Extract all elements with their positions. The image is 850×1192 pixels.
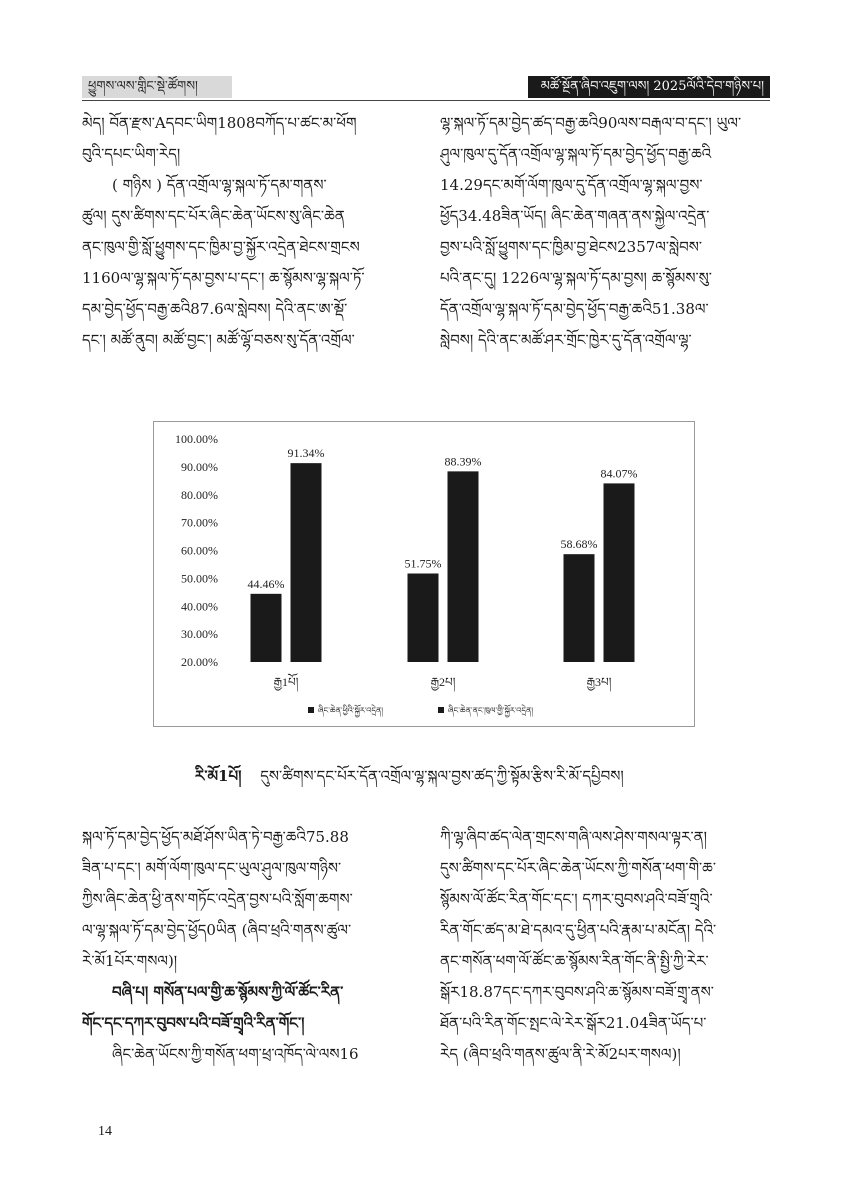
text-line: ཀི་ལྷ་ཞིབ་ཚད་ལེན་གྲངས་གཞི་ལས་ཤེས་གསལ་ལྟར་ན། <box>440 828 707 846</box>
bar-value-label: 88.39% <box>444 454 482 469</box>
text-line: སྒོར18.87དང་དཀར་བུབས་ཤའི་ཆ་སྙོམས་བཟོ་གྲྭ་ནས་ <box>440 983 714 1001</box>
text-line: ཀྱིས་ཞིང་ཆེན་ཕྱི་ནས་གཏོང་འདྲེན་བྱས་པའི་སློག་ཆགས་ <box>82 890 353 908</box>
text-line: ཚུལ། དུས་ཚིགས་དང་པོར་ཞིང་ཆེན་ཡོངས་སུ་ཞིང་ཆེན <box>82 207 345 225</box>
category-labels <box>274 673 612 692</box>
text-line: ཟིན་པ་དང་། མགོ་ལོག་ཁུལ་དང་ཡུལ་ཤུལ་ཁུལ་གཉིས་ <box>82 859 342 877</box>
text-line: རེད (ཞིབ་ཕྲའི་གནས་ཚུལ་ནི་རེ་མོ2པར་གསལ)། <box>440 1045 681 1063</box>
text-line: ལྷ་སྐལ་ཏོ་དམ་བྱེད་ཚད་བརྒྱ་ཆའི90ལས་བརྒལ་བ་དང་། ཡུལ་ <box>440 114 742 132</box>
text-line: དོན་འགྲོལ་ལྷ་སྐལ་ཏོ་དམ་བྱེད་ཕྱོད་བརྒྱ་ཆའི51.38ལ་ <box>440 300 709 318</box>
y-tick-label: 80.00% <box>181 487 218 502</box>
text-line: རིན་གོང་ཚད་མ་ཐེ་དམའ་དུ་ཕྱིན་པའི་རྣམ་པ་མངོན། དེའི་ <box>440 921 717 939</box>
text-line: རེ་མོ1པོར་གསལ)། <box>82 952 178 970</box>
legend-label: ཞིང་ཆེན་ཕྱིའི་སྐྱོར་འདྲེན། <box>318 706 384 715</box>
section-heading: གོང་དང་དཀར་བུབས་པའི་བཟོ་གྲྭའི་རིན་གོང་། <box>82 1014 305 1032</box>
y-tick-label: 30.00% <box>181 627 218 642</box>
bar-inside-province <box>448 471 479 662</box>
bars <box>248 446 638 662</box>
text-line: 14.29དང་མགོ་ལོག་ཁུལ་དུ་དོན་འགྲོལ་ལྷ་སྐལ་བྱས་ <box>440 176 703 194</box>
y-tick-label: 70.00% <box>181 515 218 530</box>
text-line: སླེབས། དེའི་ནང་མཚོ་ཤར་གྲོང་ཁྱེར་དུ་དོན་འགྲོལ་ལྷ་ <box>440 331 692 349</box>
section-heading: བཞི་པ། གསོན་པལ་གྱི་ཆ་སྙོམས་ཀྱི་ལོ་ཚོང་རིན་ <box>112 983 344 1001</box>
bar-value-label: 51.75% <box>404 556 442 571</box>
legend-swatch <box>438 707 444 713</box>
bar-value-label: 58.68% <box>560 537 598 552</box>
bar-chart-svg <box>154 422 694 726</box>
y-tick-label: 60.00% <box>181 543 218 558</box>
bar-outside-province <box>251 594 282 662</box>
y-tick-label: 20.00% <box>181 655 218 669</box>
text-line: དམ་བྱེད་ཕྱོད་བརྒྱ་ཆའི87.6ལ་སླེབས། དེའི་ནང་ཨ་མྡོ་ <box>82 300 348 318</box>
text-line: ནང་ཁུལ་གྱི་སློ་ཕྱུགས་དང་ཁྱིམ་བྱ་སྐྱོར་འདྲེན་ཐེངས་གྲངས <box>82 238 360 256</box>
category-label: རྒྱ2པ། <box>430 675 456 689</box>
text-line: ཐོན་པའི་རིན་གོང་སྤང་ལེ་རེར་སྒོར21.04ཟིན་ཡོད་པ་ <box>440 1014 707 1032</box>
page-number: 14 <box>98 1124 112 1139</box>
y-axis-ticks <box>175 432 218 669</box>
journal-section-label: ཕྱུགས་ལས་གླིང་སྡེ་ཚོགས། <box>82 76 232 98</box>
text-line: དང་། མཚོ་ནུབ། མཚོ་བྱང་། མཚོ་ལྷོ་བཅས་སུ་དོན་འགྲོལ་ <box>82 331 355 349</box>
bottom-left-column <box>82 822 418 1070</box>
y-tick-label: 50.00% <box>181 571 218 586</box>
bar-value-label: 91.34% <box>287 446 325 461</box>
bar-outside-province <box>564 554 595 662</box>
legend <box>308 704 533 718</box>
figure-caption-text: དུས་ཚིགས་དང་པོར་དོན་འགྲོལ་ལྷ་སྐལ་བྱས་ཚད་ཀྱི་སྟོམ་རྩིས་རི་མོ་དཔྱིབས། <box>260 767 624 785</box>
bar-value-label: 44.46% <box>247 576 285 591</box>
bar-inside-province <box>604 483 635 662</box>
text-line: ལ་ལྷ་སྐལ་ཏོ་དམ་བྱེད་ཕྱོད0ཡིན (ཞིབ་ཕྲའི་གནས་ཚུལ་ <box>82 921 352 939</box>
text-line: བུའི་དཔང་ཡིག་རེད། <box>82 145 181 163</box>
category-label: རྒྱ3པ། <box>586 675 612 689</box>
top-right-column <box>440 108 770 356</box>
bar-outside-province <box>408 573 439 662</box>
journal-title-banner: མཚོ་སྔོན་ཞིབ་འཇུག་ལས། 2025ལོའི་དེབ་གཉིས་པ། <box>528 76 770 98</box>
text-line: ནང་གསོན་ཕག་ལོ་ཚོང་ཆ་སྙོམས་རིན་གོང་ནི་སྤྱི་ཀྱི་རེར་ <box>440 952 709 970</box>
text-line: ཤུལ་ཁུལ་དུ་དོན་འགྲོལ་ལྷ་སྐལ་ཏོ་དམ་བྱེད་ཕྱོད་བརྒྱ་ཆའི <box>440 145 712 163</box>
text-line: ཕྱོད34.48ཟིན་ཡོད། ཞིང་ཆེན་གཞན་ནས་སྐྱེལ་འདྲེན་ <box>440 207 710 225</box>
bar-chart <box>153 421 695 727</box>
bar-inside-province <box>291 463 322 662</box>
text-line: ཞིང་ཆེན་ཡོངས་ཀྱི་གསོན་ཕག་ཕྲ་འཁོད་ལེ་ལས16 <box>112 1045 359 1063</box>
text-line: སྙོམས་ལོ་ཚོང་རིན་གོང་དང་། དཀར་བུབས་ཤའི་བཟོ་གྲྭའི་ <box>440 890 713 908</box>
y-tick-label: 90.00% <box>181 459 218 474</box>
legend-label: ཞིང་ཆེན་ནང་ཁུལ་གྱི་སྐྱོར་འདྲེན། <box>448 706 534 715</box>
category-label: རྒྱ1པོ། <box>273 675 299 689</box>
header-rule <box>82 100 770 101</box>
text-line: དུས་ཚིགས་དང་པོར་ཞིང་ཆེན་ཡོངས་ཀྱི་གསོན་ཕག་གི་ཆ་ <box>440 859 716 877</box>
text-line: ( གཉིས ) དོན་འགྲོལ་ལྷ་སྐལ་ཏོ་དམ་གནས་ <box>112 176 327 194</box>
figure-number: རི་མོ1པོ། <box>195 767 242 785</box>
y-tick-label: 100.00% <box>175 432 218 446</box>
figure-caption <box>195 765 715 787</box>
text-line: པའི་ནང་དུ། 1226ལ་ལྷ་སྐལ་ཏོ་དམ་བྱས། ཆ་སྙོམས་སུ་ <box>440 269 712 287</box>
text-line: 1160ལ་ལྷ་སྐལ་ཏོ་དམ་བྱས་པ་དང་། ཆ་སྙོམས་ལྷ་སྐལ་ཏོ་ <box>82 269 365 287</box>
y-tick-label: 40.00% <box>181 599 218 614</box>
bar-value-label: 84.07% <box>600 466 638 481</box>
bottom-right-column <box>440 822 770 1070</box>
text-line: བྱས་པའི་སློ་ཕྱུགས་དང་ཁྱིམ་བྱ་ཐེངས2357ལ་སླེབས་ <box>440 238 703 256</box>
legend-swatch <box>308 707 314 713</box>
top-left-column <box>82 108 418 356</box>
text-line: མེད། བོན་རྫས་Aདབང་ཡིག1808བཀོད་པ་ཚང་མ་ཕོག <box>82 114 357 132</box>
text-line: སྐལ་ཏོ་དམ་བྱེད་ཕྱོད་མཐོ་ཤོས་ཡིན་ཏེ་བརྒྱ་ཆའི75.88 <box>82 828 349 846</box>
